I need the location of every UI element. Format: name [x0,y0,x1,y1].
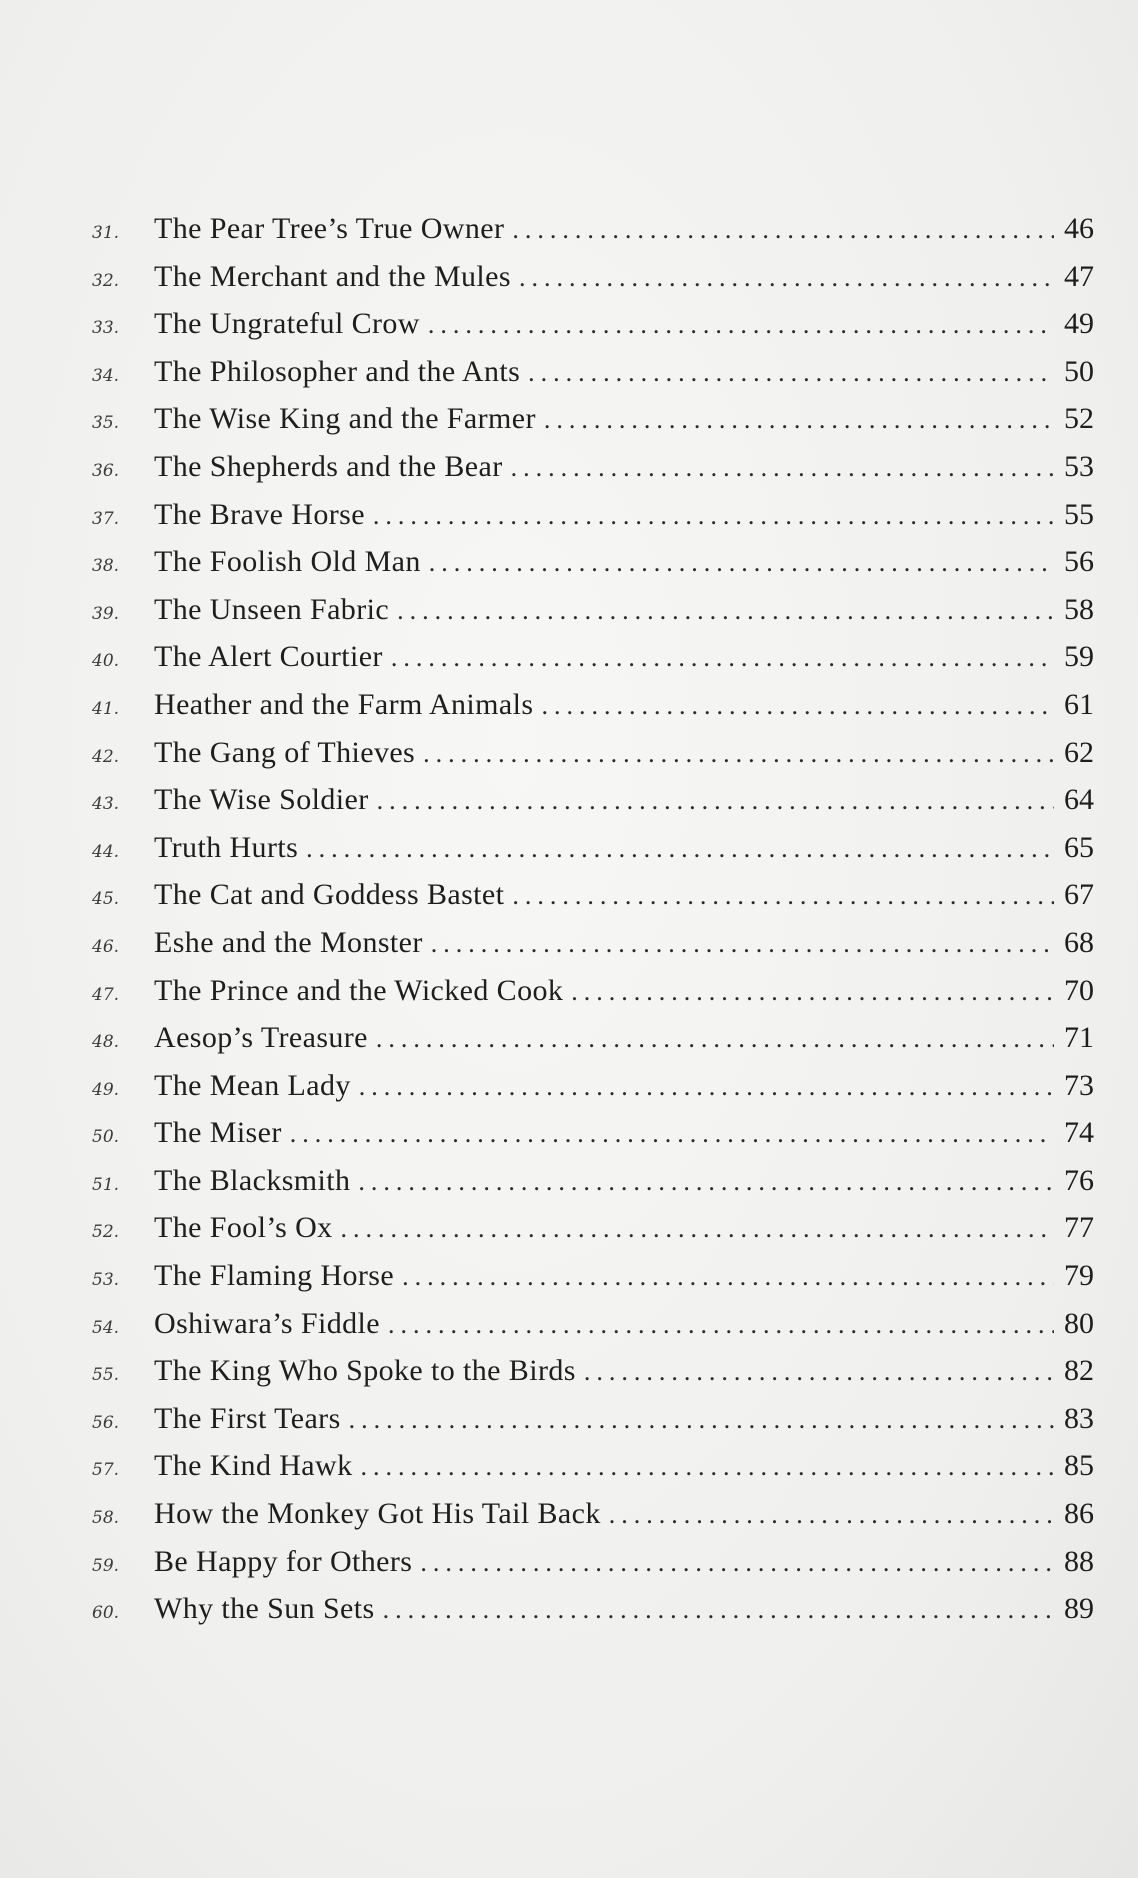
toc-entry [92,1538,1094,1586]
entry-number: 49. [92,1079,120,1100]
entry-number: 33. [92,318,120,339]
toc-entry [92,824,1094,872]
entry-title: The Alert Courtier [154,640,383,674]
entry-title: Aesop’s Treasure [154,1021,368,1055]
dot-leader [402,1253,1054,1301]
toc-entry [92,1204,1094,1252]
toc-entry [92,1014,1094,1062]
toc-entry [92,1300,1094,1348]
entry-title: Eshe and the Monster [154,925,423,959]
entry-page-number: 55 [1064,497,1094,531]
dot-leader [373,492,1054,540]
entry-number: 31. [92,223,120,243]
entry-title: The Mean Lady [154,1068,351,1102]
dot-leader [431,920,1054,968]
entry-page-number: 67 [1064,878,1094,912]
entry-title: The Kind Hawk [154,1449,353,1483]
toc-entry [92,348,1094,396]
dot-leader [420,1539,1054,1587]
entry-number: 57. [92,1460,120,1481]
entry-page-number: 46 [1064,212,1094,245]
entry-number: 60. [92,1603,120,1624]
entry-page-number: 74 [1064,1116,1094,1150]
toc-entry [92,491,1094,539]
toc-entry [92,633,1094,681]
entry-number: 46. [92,936,120,957]
entry-number: 51. [92,1174,120,1195]
entry-title: The Unseen Fabric [154,592,390,626]
entry-title: The Ungrateful Crow [154,307,420,341]
dot-leader [512,872,1054,920]
entry-page-number: 49 [1064,307,1094,341]
entry-page-number: 85 [1064,1449,1094,1483]
entry-title: The Wise Soldier [154,783,369,817]
entry-page-number: 47 [1064,259,1094,293]
entry-title: The Foolish Old Man [154,545,421,579]
entry-title: The Blacksmith [154,1163,351,1197]
entry-page-number: 88 [1064,1544,1094,1578]
entry-page-number: 76 [1064,1163,1094,1197]
toc-entry [92,1347,1094,1395]
dot-leader [341,1205,1054,1253]
entry-number: 32. [92,270,120,291]
dot-leader [290,1110,1054,1158]
dot-leader [519,254,1054,302]
entry-number: 56. [92,1412,120,1433]
dot-leader [512,206,1054,254]
entry-page-number: 77 [1064,1211,1094,1245]
entry-number: 36. [92,460,120,481]
entry-title: The Pear Tree’s True Owner [154,212,505,245]
entry-page-number: 52 [1064,402,1094,436]
entry-page-number: 71 [1064,1021,1094,1055]
entry-title: The Brave Horse [154,497,365,531]
entry-number: 42. [92,746,120,767]
toc-entry [92,776,1094,824]
entry-number: 52. [92,1222,120,1243]
entry-page-number: 68 [1064,925,1094,959]
toc-entry [92,300,1094,348]
entry-number: 34. [92,365,120,386]
dot-leader [361,1443,1055,1491]
entry-title: Be Happy for Others [154,1544,413,1578]
toc-entry [92,1157,1094,1205]
dot-leader [541,682,1054,730]
toc-entry [92,1490,1094,1538]
entry-number: 37. [92,508,120,529]
toc-entry [92,681,1094,729]
entry-number: 41. [92,698,120,719]
toc-entry [92,1252,1094,1300]
entry-page-number: 61 [1064,687,1094,721]
dot-leader [544,396,1054,444]
dot-leader [391,634,1054,682]
entry-page-number: 64 [1064,783,1094,817]
entry-title: The Merchant and the Mules [154,259,511,293]
toc-entry [92,205,1094,253]
dot-leader [584,1348,1054,1396]
dot-leader [358,1158,1054,1206]
entry-page-number: 79 [1064,1259,1094,1293]
entry-page-number: 53 [1064,449,1094,483]
entry-title: The Gang of Thieves [154,735,416,769]
entry-title: The Shepherds and the Bear [154,449,503,483]
dot-leader [428,301,1054,349]
dot-leader [423,730,1054,778]
toc-entry [92,1062,1094,1110]
toc-entry [92,1395,1094,1443]
entry-title: Oshiwara’s Fiddle [154,1306,380,1340]
dot-leader [609,1491,1054,1539]
entry-title: Heather and the Farm Animals [154,687,534,721]
entry-number: 39. [92,603,120,624]
dot-leader [376,1015,1054,1063]
toc-entry [92,919,1094,967]
entry-title: The Miser [154,1116,282,1150]
entry-number: 59. [92,1555,120,1576]
entry-number: 48. [92,1032,120,1053]
entry-title: The Fool’s Ox [154,1211,333,1245]
entry-page-number: 82 [1064,1354,1094,1388]
entry-page-number: 56 [1064,545,1094,579]
entry-number: 35. [92,413,120,434]
entry-number: 55. [92,1365,120,1386]
entry-number: 50. [92,1127,120,1148]
entry-page-number: 86 [1064,1497,1094,1531]
dot-leader [397,587,1054,635]
entry-page-number: 89 [1064,1592,1094,1626]
entry-number: 53. [92,1270,120,1291]
toc-entry [92,967,1094,1015]
dot-leader [429,539,1054,587]
toc-entry [92,253,1094,301]
entry-title: The First Tears [154,1401,341,1435]
dot-leader [383,1586,1054,1634]
entry-number: 58. [92,1508,120,1529]
toc-entry [92,871,1094,919]
toc-entry [92,443,1094,491]
entry-number: 47. [92,984,120,1005]
entry-number: 43. [92,794,120,815]
entry-title: How the Monkey Got His Tail Back [154,1497,601,1531]
dot-leader [528,349,1054,397]
dot-leader [306,825,1054,873]
toc-entry [92,1442,1094,1490]
dot-leader [349,1396,1054,1444]
toc-entry [92,1585,1094,1633]
entry-number: 38. [92,556,120,577]
entry-title: Why the Sun Sets [154,1592,375,1626]
dot-leader [359,1063,1054,1111]
entry-page-number: 80 [1064,1306,1094,1340]
toc-entry [92,729,1094,777]
dot-leader [377,777,1054,825]
entry-page-number: 65 [1064,830,1094,864]
entry-number: 40. [92,651,120,672]
entry-page-number: 59 [1064,640,1094,674]
entry-title: The Cat and Goddess Bastet [154,878,505,912]
entry-number: 45. [92,889,120,910]
dot-leader [511,444,1054,492]
dot-leader [388,1301,1054,1349]
entry-title: The King Who Spoke to the Birds [154,1354,576,1388]
entry-page-number: 50 [1064,354,1094,388]
toc-entry [92,1109,1094,1157]
toc-entry [92,586,1094,634]
entry-title: The Wise King and the Farmer [154,402,536,436]
entry-page-number: 70 [1064,973,1094,1007]
entry-page-number: 83 [1064,1401,1094,1435]
toc-entry [92,538,1094,586]
entry-page-number: 73 [1064,1068,1094,1102]
toc-entry [92,395,1094,443]
entry-number: 54. [92,1317,120,1338]
entry-page-number: 58 [1064,592,1094,626]
entry-page-number: 62 [1064,735,1094,769]
entry-title: Truth Hurts [154,830,299,864]
entry-title: The Philosopher and the Ants [154,354,521,388]
entry-title: The Flaming Horse [154,1259,395,1293]
dot-leader [571,968,1054,1016]
entry-title: The Prince and the Wicked Cook [154,973,564,1007]
entry-number: 44. [92,841,120,862]
table-of-contents [92,205,1094,1633]
